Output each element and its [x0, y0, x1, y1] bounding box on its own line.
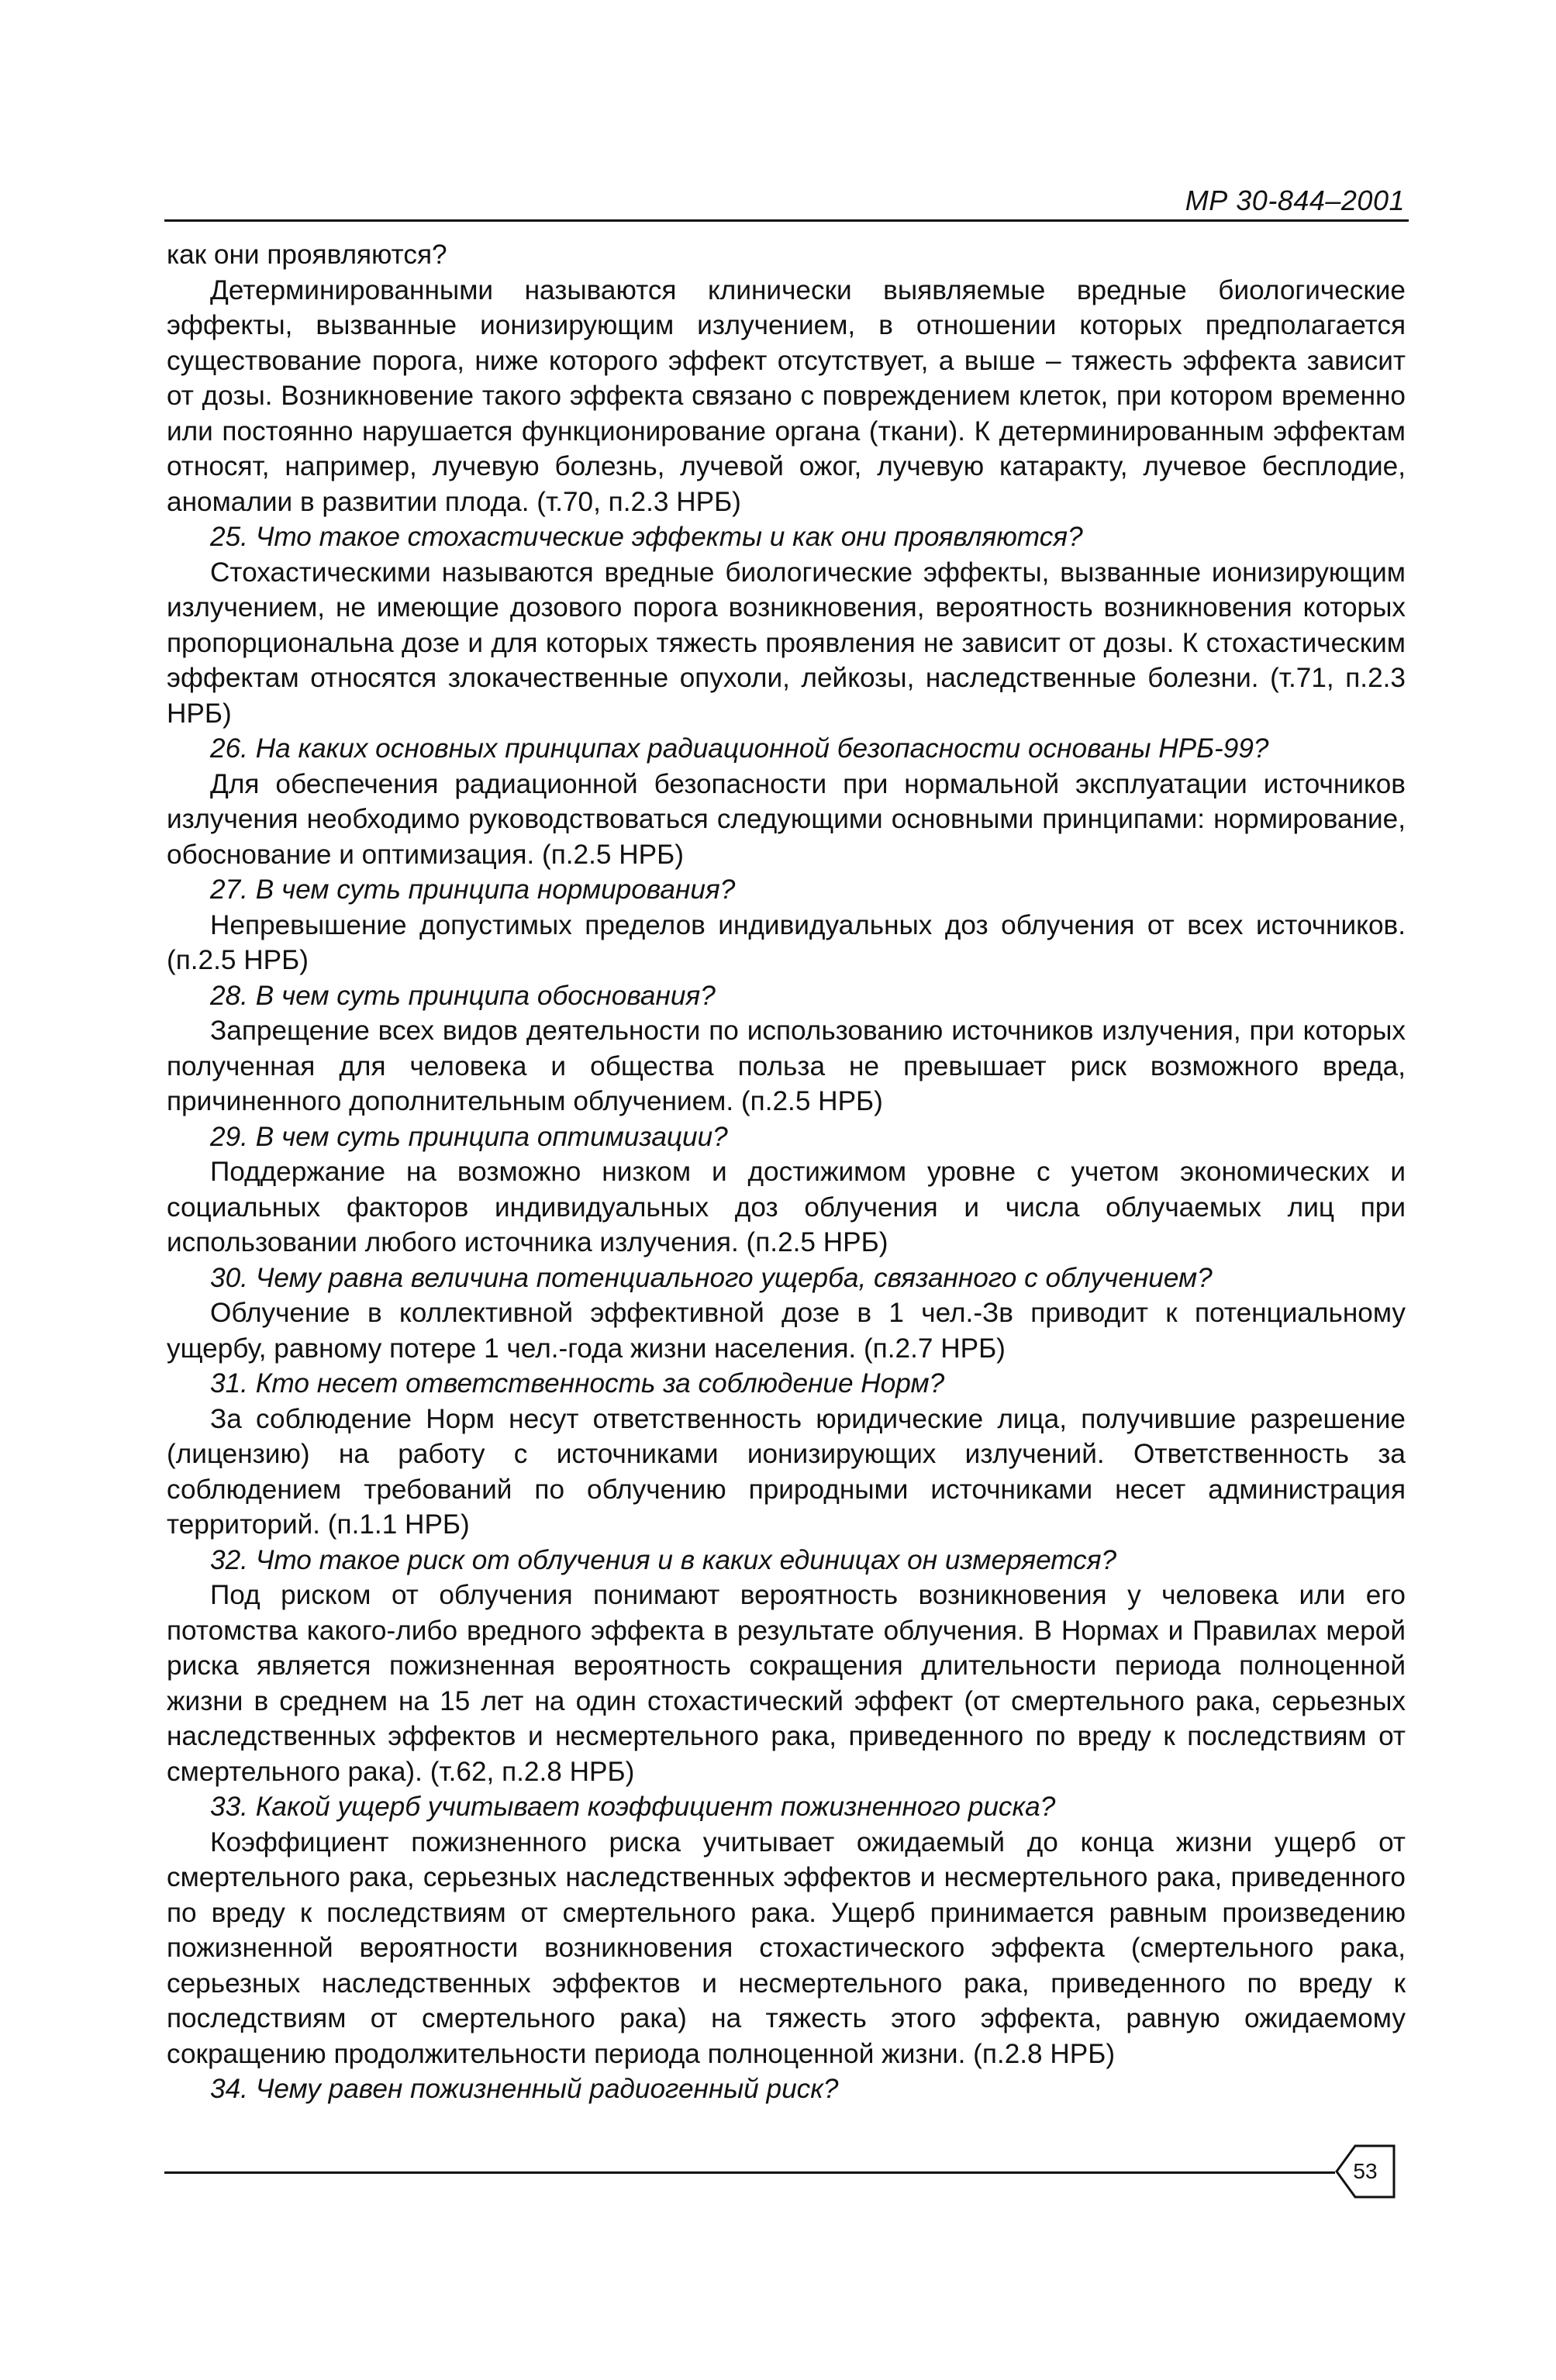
question-34: 34. Чему равен пожизненный радиогенный риск? [210, 2074, 839, 2104]
answer-paragraph: Стохастическими называются вредные биологические эффекты, вызванные ионизирующим излучением, не имеющие дозового порога возникновения, вероятность возникновения которых пропорциональна дозе и для которых тяжесть проявления не зависит от дозы. К стохастическим эффектам относятся злокачественные опухоли, лейкозы, наследственные болезни. (т.71, п.2.3 НРБ) [167, 557, 1406, 729]
answer-paragraph: Поддержание на возможно низком и достижимом уровне с учетом экономических и социальных факторов индивидуальных доз облучения и числа облучаемых лиц при использовании любого источника излучения. (п.2.5 НРБ) [167, 1157, 1406, 1257]
footer-divider [164, 2171, 1335, 2174]
answer-paragraph: За соблюдение Норм несут ответственность юридические лица, получившие разрешение (лицензию) на работу с источниками ионизирующих излучений. Ответственность за соблюдением требований по облучению природными источниками несет администрация территорий. (п.1.1 НРБ) [167, 1403, 1406, 1540]
question-29: 29. В чем суть принципа оптимизации? [210, 1121, 728, 1152]
answer-paragraph: Облучение в коллективной эффективной дозе в 1 чел.-Зв приводит к потенциальному ущербу, равному потере 1 чел.-года жизни населения. (п.2.7 НРБ) [167, 1298, 1406, 1364]
page-body [167, 237, 1406, 2107]
question-25: 25. Что такое стохастические эффекты и как они проявляются? [210, 522, 1083, 552]
question-26: 26. На каких основных принципах радиационной безопасности основаны НРБ-99? [210, 733, 1269, 764]
answer-paragraph: Непревышение допустимых пределов индивидуальных доз облучения от всех источников. (п.2.5 НРБ) [167, 909, 1406, 975]
answer-paragraph: Для обеспечения радиационной безопасности при нормальной эксплуатации источников излучения необходимо руководствоваться следующими основными принципами: нормирование, обоснование и оптимизация. (п.2.5 НРБ) [167, 768, 1406, 870]
question-32: 32. Что такое риск от облучения и в каких единицах он измеряется? [210, 1544, 1117, 1575]
page-number: 53 [1353, 2159, 1378, 2183]
header-divider [164, 219, 1409, 222]
document-code: МР 30-844–2001 [1185, 185, 1405, 216]
question-28: 28. В чем суть принципа обоснования? [210, 980, 716, 1011]
answer-paragraph: Детерминированными называются клинически выявляемые вредные биологические эффекты, вызванные ионизирующим излучением, в отношении которых предполагается существование порога, ниже которого эффект отсутствует, а выше – тяжесть эффекта зависит от дозы. Возникновение такого эффекта связано с повреждением клеток, при котором временно или постоянно нарушается функционирование органа (ткани). К детерминированным эффектам относят, например, лучевую болезнь, лучевой ожог, лучевую катаракту, лучевое бесплодие, аномалии в развитии плода. (т.70, п.2.3 НРБ) [167, 274, 1406, 517]
answer-paragraph: Запрещение всех видов деятельности по использованию источников излучения, при которых полученная для человека и общества польза не превышает риск возможного вреда, причиненного дополнительным облучением. (п.2.5 НРБ) [167, 1016, 1406, 1116]
paragraph-continuation: как они проявляются? [167, 240, 447, 270]
question-27: 27. В чем суть принципа нормирования? [210, 874, 736, 905]
question-33: 33. Какой ущерб учитывает коэффициент пожизненного риска? [210, 1792, 1056, 1822]
question-31: 31. Кто несет ответственность за соблюдение Норм? [210, 1368, 945, 1399]
page-number-badge [1335, 2144, 1396, 2199]
question-30: 30. Чему равна величина потенциального ущерба, связанного с облучением? [210, 1262, 1213, 1293]
answer-paragraph: Коэффициент пожизненного риска учитывает ожидаемый до конца жизни ущерб от смертельного рака, серьезных наследственных эффектов и несмертельного рака, приведенного по вреду к последствиям от смертельного рака. Ущерб принимается равным произведению пожизненной вероятности возникновения стохастического эффекта (смертельного рака, серьезных наследственных эффектов и несмертельного рака, приведенного по вреду к последствиям от смертельного рака) на тяжесть этого эффекта, равную ожидаемому сокращению продолжительности периода полноценной жизни. (п.2.8 НРБ) [167, 1826, 1406, 2069]
answer-paragraph: Под риском от облучения понимают вероятность возникновения у человека или его потомства какого-либо вредного эффекта в результате облучения. В Нормах и Правилах мерой риска является пожизненная вероятность сокращения длительности периода полноценной жизни в среднем на 15 лет на один стохастический эффект (от смертельного рака, серьезных наследственных эффектов и несмертельного рака, приведенного по вреду к последствиям от смертельного рака). (т.62, п.2.8 НРБ) [167, 1580, 1406, 1787]
